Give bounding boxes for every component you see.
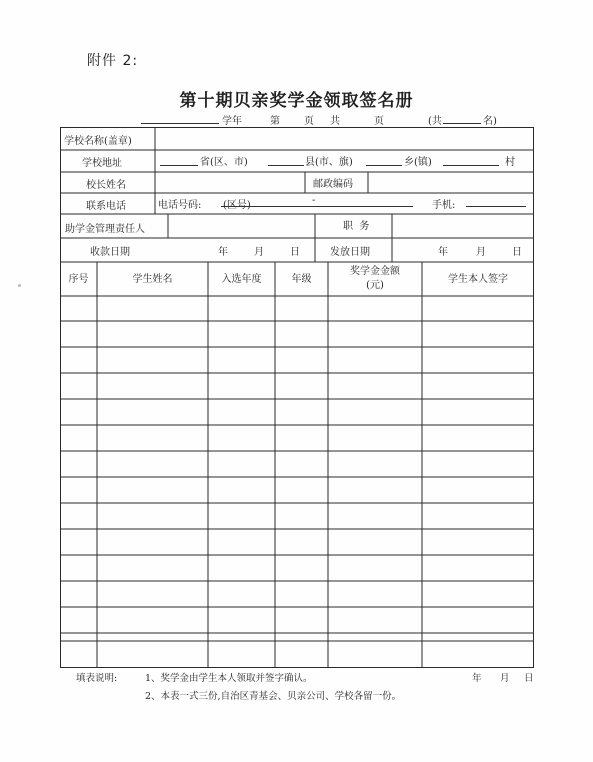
position-field[interactable] [394, 216, 532, 236]
page-no-text: 第 [270, 116, 280, 127]
postcode-field[interactable] [370, 174, 532, 192]
school-year-text: 学年 [222, 116, 242, 127]
header-amount-unit: (元) [366, 280, 384, 291]
phone-dash: - [312, 195, 316, 206]
province-text: 省(区、市) [200, 157, 248, 168]
manager-field[interactable] [170, 216, 313, 236]
note-label: 填表说明: [76, 673, 118, 684]
village-text: 村 [505, 157, 515, 168]
footer-date-day: 日 [524, 673, 534, 684]
count-open-text: (共 [428, 116, 442, 127]
county-blank[interactable] [268, 155, 304, 166]
header-student-name: 学生姓名 [132, 274, 173, 285]
mobile-blank[interactable] [466, 196, 526, 207]
phone-blank[interactable] [221, 196, 413, 207]
attachment-label: 附件 2: [87, 53, 139, 69]
header-selected-year: 入选年度 [221, 274, 262, 285]
town-blank[interactable] [366, 155, 402, 166]
header-amount: 奖学金金额 [350, 266, 400, 277]
header-signature: 学生本人签字 [448, 274, 508, 285]
header-index: 序号 [68, 274, 89, 285]
principal-label: 校长姓名 [86, 180, 126, 191]
issue-month-text: 月 [476, 247, 486, 258]
issue-day-text: 日 [512, 247, 522, 258]
note-line-2: 2、本表一式三份,自治区青基会、贝亲公司、学校各留一份。 [145, 691, 402, 702]
mobile-label: 手机: [432, 200, 456, 211]
receive-month-text: 月 [254, 247, 264, 258]
contact-label: 联系电话 [86, 201, 126, 212]
school-address-label: 学校地址 [82, 158, 122, 169]
issue-date-label: 发放日期 [330, 247, 370, 258]
receive-day-text: 日 [290, 247, 300, 258]
principal-field[interactable] [157, 174, 303, 192]
village-blank[interactable] [443, 155, 499, 166]
postcode-label: 邮政编码 [313, 179, 353, 190]
county-text: 县(市、旗) [305, 157, 353, 168]
scan-speck [18, 284, 21, 287]
page-unit-text: 页 [304, 116, 314, 127]
header-grade: 年级 [291, 274, 312, 285]
school-name-label: 学校名称(盖章) [64, 136, 132, 147]
area-code-text: (区号) [223, 200, 251, 211]
manager-label: 助学金管理责任人 [65, 224, 145, 235]
position-label: 职 务 [343, 221, 370, 232]
signature-table-body[interactable] [61, 297, 533, 666]
count-close-text: 名) [483, 116, 497, 127]
footer-date-month: 月 [500, 673, 510, 684]
page-unit2-text: 页 [374, 116, 384, 127]
town-text: 乡(镇) [404, 157, 432, 168]
note-line-1: 1、奖学金由学生本人领取并签字确认。 [145, 673, 313, 684]
form-title: 第十期贝亲奖学金领取签名册 [179, 91, 414, 111]
province-blank[interactable] [160, 155, 198, 166]
receive-year-text: 年 [218, 247, 228, 258]
phone-label: 电话号码: [158, 200, 202, 211]
footer-date-year: 年 [472, 673, 482, 684]
receive-date-label: 收款日期 [90, 247, 130, 258]
school-name-field[interactable] [157, 129, 532, 149]
total-text: 共 [330, 116, 340, 127]
issue-year-text: 年 [438, 247, 448, 258]
